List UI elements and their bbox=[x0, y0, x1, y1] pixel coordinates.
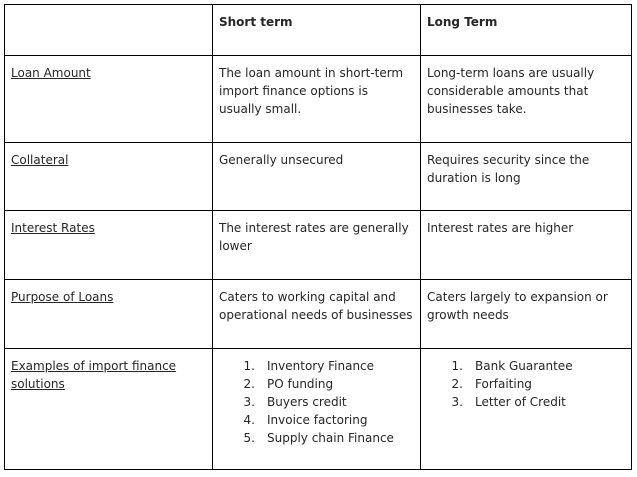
row-label-cell bbox=[5, 211, 213, 280]
header-short-term: Short term bbox=[213, 5, 421, 56]
row-label: Interest Rates bbox=[11, 221, 95, 235]
short-term-cell: Caters to working capital and operational needs of businesses bbox=[213, 280, 421, 349]
header-cell-empty bbox=[5, 5, 213, 56]
long-term-cell: Interest rates are higher bbox=[421, 211, 632, 280]
list-item: Forfaiting bbox=[475, 377, 532, 391]
row-label: Collateral bbox=[11, 153, 69, 167]
comparison-table bbox=[4, 4, 632, 470]
row-label: Loan Amount bbox=[11, 66, 91, 80]
list-item: Supply chain Finance bbox=[267, 431, 394, 445]
short-term-examples-list bbox=[219, 357, 414, 447]
list-item: Inventory Finance bbox=[267, 359, 375, 373]
short-term-cell: Generally unsecured bbox=[213, 143, 421, 211]
list-item: Letter of Credit bbox=[475, 395, 566, 409]
header-row bbox=[5, 5, 632, 56]
long-term-cell: Caters largely to expansion or growth needs bbox=[421, 280, 632, 349]
row-label: Purpose of Loans bbox=[11, 290, 114, 304]
list-item: PO funding bbox=[267, 377, 334, 391]
short-term-cell: The interest rates are generally lower bbox=[213, 211, 421, 280]
row-label: Examples of import finance solutions bbox=[11, 359, 177, 391]
list-item: Invoice factoring bbox=[267, 413, 368, 427]
header-long-term: Long Term bbox=[421, 5, 632, 56]
table-row bbox=[5, 56, 632, 143]
row-label-cell bbox=[5, 56, 213, 143]
row-label-cell bbox=[5, 143, 213, 211]
long-term-cell bbox=[421, 349, 632, 470]
table-row bbox=[5, 280, 632, 349]
long-term-examples-list bbox=[427, 357, 625, 411]
row-label-cell bbox=[5, 349, 213, 470]
table-row bbox=[5, 349, 632, 470]
list-item: Buyers credit bbox=[267, 395, 347, 409]
table-row bbox=[5, 143, 632, 211]
long-term-cell: Long-term loans are usually considerable amounts that businesses take. bbox=[421, 56, 632, 143]
table-row bbox=[5, 211, 632, 280]
row-label-cell bbox=[5, 280, 213, 349]
short-term-cell: The loan amount in short-term import finance options is usually small. bbox=[213, 56, 421, 143]
list-item: Bank Guarantee bbox=[475, 359, 573, 373]
long-term-cell: Requires security since the duration is long bbox=[421, 143, 632, 211]
short-term-cell bbox=[213, 349, 421, 470]
